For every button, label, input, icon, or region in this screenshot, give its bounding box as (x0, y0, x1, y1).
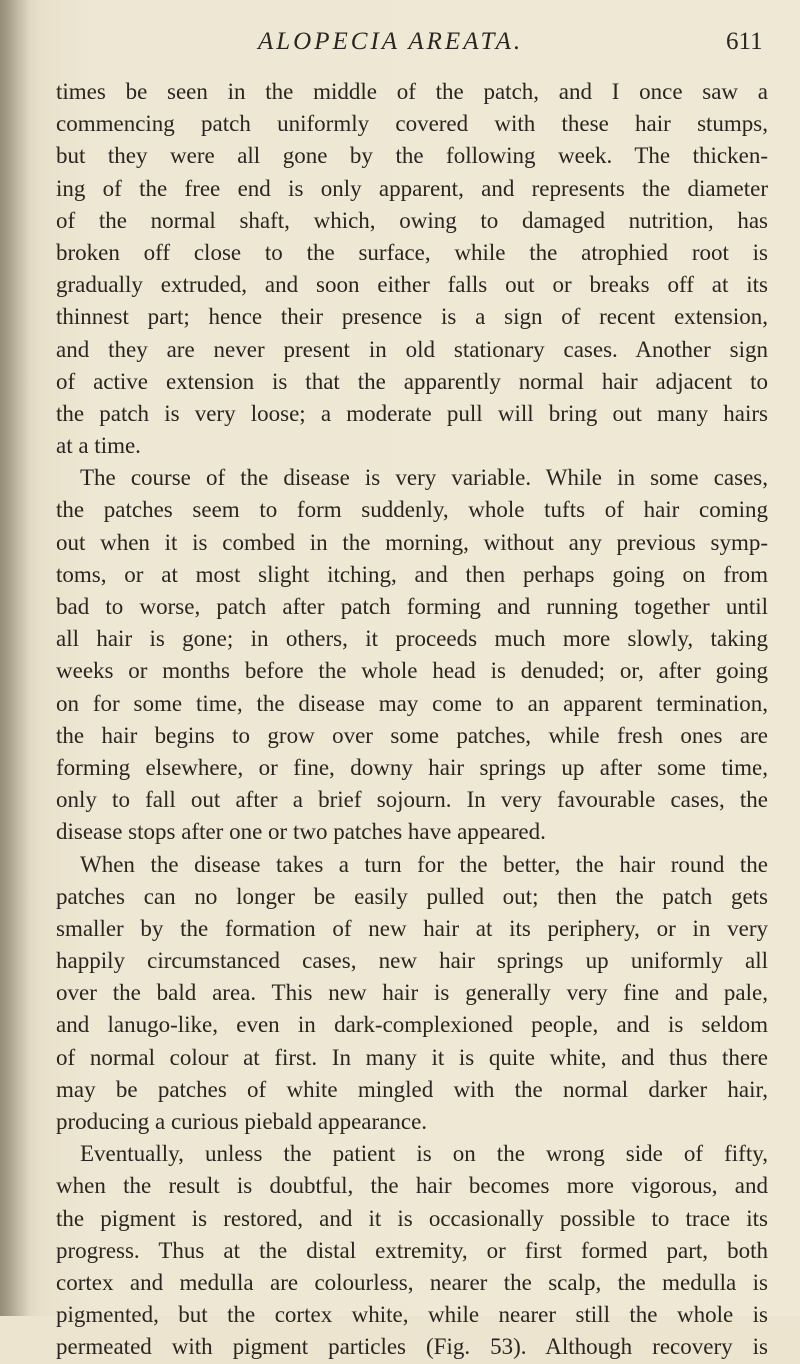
running-title: ALOPECIA AREATA. (258, 28, 524, 55)
text-line: ing of the free end is only apparent, and represents the diameter (56, 175, 768, 201)
text-line: when the result is doubtful, the hair becomes more vigorous, and (56, 1173, 768, 1199)
text-line: only to fall out after a brief sojourn. In very favourable cases, the (56, 787, 768, 813)
text-line: and they are never present in old stationary cases. Another sign (56, 336, 768, 362)
text-line: commencing patch uniformly covered with these hair stumps, (56, 111, 768, 137)
text-line: patches can no longer be easily pulled out; then the patch gets (56, 883, 768, 909)
text-line: the patches seem to form suddenly, whole tufts of hair coming (56, 497, 768, 523)
text-line: weeks or months before the whole head is denuded; or, after going (56, 658, 768, 684)
text-line: thinnest part; hence their presence is a sign of recent extension, (56, 304, 768, 330)
text-line: may be patches of white mingled with the normal darker hair, (56, 1076, 768, 1102)
text-line: bad to worse, patch after patch forming and running together until (56, 594, 768, 619)
text-line: progress. Thus at the distal extremity, or first formed part, both (56, 1237, 768, 1263)
text-line: at a time. (56, 433, 141, 459)
text-line: happily circumstanced cases, new hair springs up uniformly all (56, 948, 768, 974)
text-line: all hair is gone; in others, it proceeds much more slowly, taking (56, 626, 768, 652)
text-line: gradually extruded, and soon either falls out or breaks off at its (56, 272, 768, 298)
text-line: out when it is combed in the morning, without any previous symp- (56, 529, 768, 555)
text-line: forming elsewhere, or fine, downy hair springs up after some time, (56, 754, 768, 780)
text-line: Eventually, unless the patient is on the wrong side of fifty, (80, 1141, 768, 1167)
text-line: pigmented, but the cortex white, while nearer still the whole is (56, 1302, 768, 1328)
text-line: of active extension is that the apparently normal hair adjacent to (56, 368, 768, 394)
text-line: of normal colour at first. In many it is quite white, and thus there (56, 1044, 768, 1070)
page-number: 611 (726, 28, 763, 55)
text-line: When the disease takes a turn for the better, the hair round the (80, 851, 768, 877)
text-line: cortex and medulla are colourless, nearer the scalp, the medulla is (56, 1269, 768, 1295)
text-line: times be seen in the middle of the patch, and I once saw a (56, 79, 768, 104)
text-line: smaller by the formation of new hair at its periphery, or in very (56, 915, 768, 941)
text-line: on for some time, the disease may come to an apparent termination, (56, 690, 768, 716)
text-line: over the bald area. This new hair is generally very fine and pale, (56, 980, 768, 1006)
page-header (0, 20, 800, 60)
text-line: the hair begins to grow over some patches, while fresh ones are (56, 722, 768, 748)
text-line: disease stops after one or two patches have appeared. (56, 819, 546, 845)
text-line: producing a curious piebald appearance. (56, 1109, 428, 1134)
text-line: toms, or at most slight itching, and then perhaps going on from (56, 561, 768, 587)
text-line: permeated with pigment particles (Fig. 53). Although recovery is (56, 1334, 768, 1360)
text-line: The course of the disease is very variable. While in some cases, (80, 465, 768, 491)
text-line: but they were all gone by the following week. The thicken- (56, 143, 768, 169)
text-line: the pigment is restored, and it is occasionally possible to trace its (56, 1205, 768, 1231)
body-text (56, 76, 768, 1364)
gutter-shadow (0, 0, 30, 1316)
text-line: and lanugo-like, even in dark-complexioned people, and is seldom (56, 1012, 768, 1038)
text-line: of the normal shaft, which, owing to damaged nutrition, has (56, 207, 768, 233)
text-line: the patch is very loose; a moderate pull will bring out many hairs (56, 400, 768, 426)
text-line: broken off close to the surface, while the atrophied root is (56, 239, 768, 265)
